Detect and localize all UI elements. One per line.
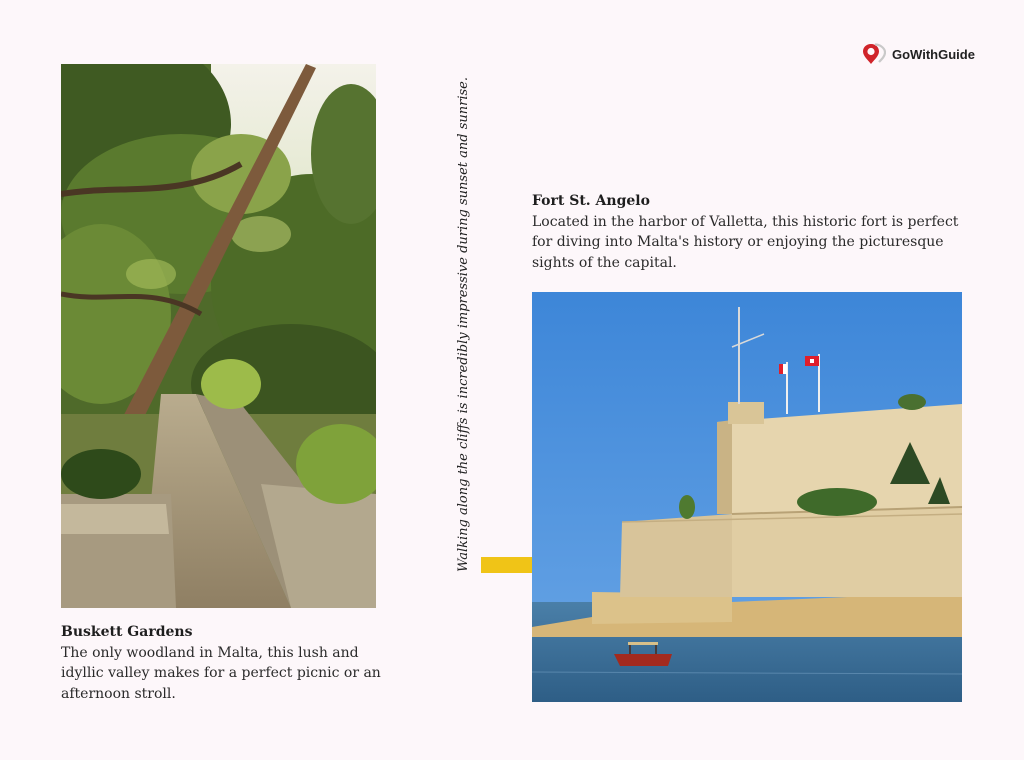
buskett-gardens-title: Buskett Gardens (61, 624, 193, 640)
brand-logo[interactable] (862, 43, 975, 65)
buskett-gardens-caption (61, 622, 381, 704)
buskett-gardens-description: The only woodland in Malta, this lush and idyllic valley makes for a perfect picnic or an afternoon stroll. (61, 644, 381, 702)
vertical-quote: Walking along the cliffs is incredibly impressive during sunset and sunrise. (456, 77, 471, 572)
fort-st-angelo-description: Located in the harbor of Valletta, this historic fort is perfect for diving into Malta's history or enjoying the picturesque sights of the capital. (532, 213, 959, 271)
accent-bar (481, 557, 532, 573)
fort-st-angelo-caption (532, 191, 964, 273)
fort-st-angelo-photo (532, 292, 962, 702)
brand-name: GoWithGuide (892, 46, 975, 62)
map-pin-logo-icon (862, 43, 886, 65)
buskett-gardens-photo (61, 64, 376, 608)
fort-st-angelo-title: Fort St. Angelo (532, 193, 650, 209)
